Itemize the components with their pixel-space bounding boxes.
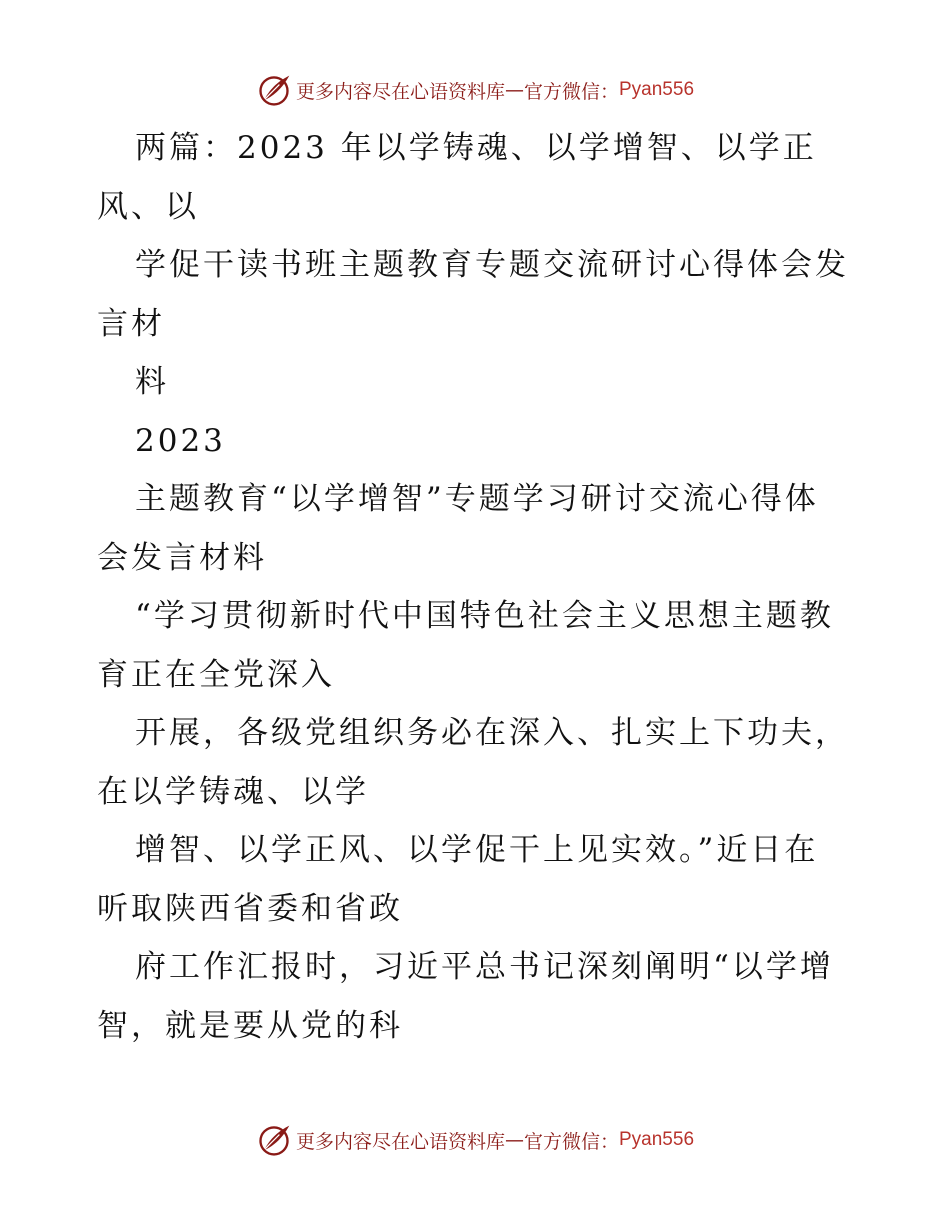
text-line: 会发言材料	[97, 539, 267, 576]
text-line: 府工作汇报时，习近平总书记深刻阐明“以学增	[135, 949, 834, 985]
text-line: 智，就是要从党的科	[97, 1007, 403, 1044]
text-line: 2023	[135, 422, 226, 459]
text-line: 料	[135, 364, 169, 400]
text-line: 增智、以学正风、以学促干上见实效。”近日在	[135, 832, 819, 868]
watermark-wechat-id: Pyan556	[619, 79, 695, 100]
watermark-brand: 更多内容尽在心语资料库	[295, 80, 505, 103]
text-line: “学习贯彻新时代中国特色社会主义思想主题教	[135, 598, 834, 634]
watermark-wechat-label: 官方微信：	[523, 1130, 619, 1153]
watermark-wechat-label: 官方微信：	[523, 80, 619, 103]
document-body	[97, 124, 857, 1060]
header-watermark	[0, 70, 950, 110]
watermark-separator: —	[504, 79, 524, 101]
text-line: 学促干读书班主题教育专题交流研讨心得体会发	[135, 247, 849, 283]
text-line: 听取陕西省委和省政	[97, 890, 403, 927]
text-line: 风、以	[97, 188, 199, 225]
feather-pen-logo-icon	[256, 72, 292, 108]
text-line: 在以学铸魂、以学	[97, 773, 369, 810]
text-line: 开展，各级党组织务必在深入、扎实上下功夫，	[135, 715, 849, 751]
text-line: 育正在全党深入	[97, 656, 335, 693]
feather-pen-logo-icon	[256, 1122, 292, 1158]
text-line: 主题教育“以学增智”专题学习研讨交流心得体	[135, 481, 819, 517]
watermark-brand: 更多内容尽在心语资料库	[295, 1130, 505, 1153]
text-line: 言材	[97, 305, 165, 342]
text-line: 两篇：2023 年以学铸魂、以学增智、以学正	[135, 130, 817, 166]
watermark-wechat-id: Pyan556	[619, 1129, 695, 1150]
footer-watermark	[0, 1120, 950, 1160]
watermark-separator: —	[504, 1129, 524, 1151]
